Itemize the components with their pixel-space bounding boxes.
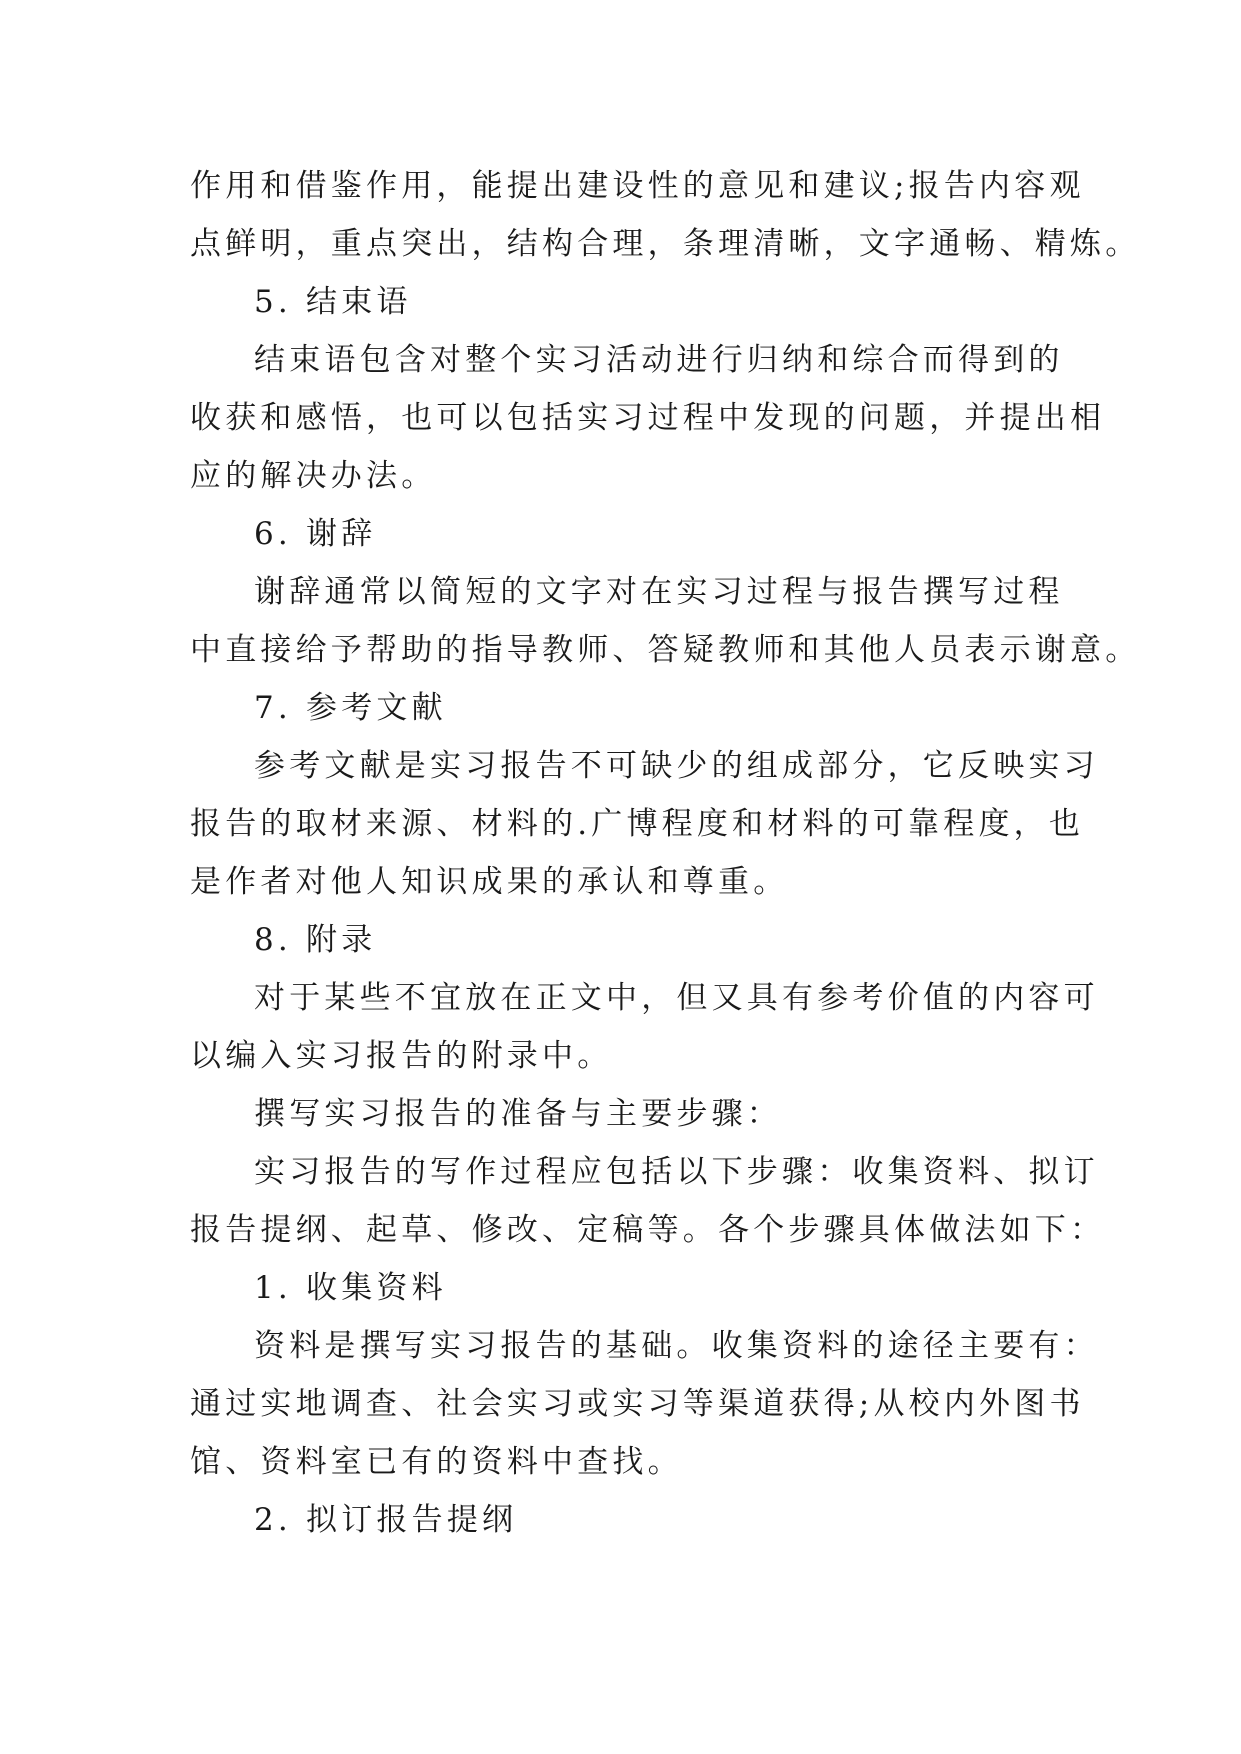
body-text-line: 点鲜明，重点突出，结构合理，条理清晰，文字通畅、精炼。 [190,226,1141,262]
body-text-line: 报告的取材来源、材料的.广博程度和材料的可靠程度，也 [190,806,1085,842]
paragraph-first-line: 实习报告的写作过程应包括以下步骤：收集资料、拟订 [254,1154,1099,1190]
paragraph-first-line: 谢辞通常以简短的文字对在实习过程与报告撰写过程 [254,574,1064,610]
section-heading: 5. 结束语 [254,284,412,320]
paragraph-first-line: 对于某些不宜放在正文中，但又具有参考价值的内容可 [254,980,1099,1016]
paragraph-first-line: 撰写实习报告的准备与主要步骤： [254,1096,782,1132]
body-text-line: 中直接给予帮助的指导教师、答疑教师和其他人员表示谢意。 [190,632,1141,668]
body-text-line: 以编入实习报告的附录中。 [190,1038,613,1074]
section-heading: 1. 收集资料 [254,1270,447,1306]
paragraph-first-line: 资料是撰写实习报告的基础。收集资料的途径主要有： [254,1328,1099,1364]
paragraph-first-line: 结束语包含对整个实习活动进行归纳和综合而得到的 [254,342,1064,378]
body-text-line: 报告提纲、起草、修改、定稿等。各个步骤具体做法如下： [190,1212,1106,1248]
body-text-line: 是作者对他人知识成果的承认和尊重。 [190,864,789,900]
body-text-line: 作用和借鉴作用，能提出建设性的意见和建议;报告内容观 [190,168,1085,204]
body-text-line: 收获和感悟，也可以包括实习过程中发现的问题，并提出相 [190,400,1106,436]
section-heading: 7. 参考文献 [254,690,447,726]
body-text-line: 应的解决办法。 [190,458,437,494]
body-text-line: 通过实地调查、社会实习或实习等渠道获得;从校内外图书 [190,1386,1085,1422]
paragraph-first-line: 参考文献是实习报告不可缺少的组成部分，它反映实习 [254,748,1099,784]
section-heading: 8. 附录 [254,922,377,958]
section-heading: 2. 拟订报告提纲 [254,1502,518,1538]
section-heading: 6. 谢辞 [254,516,377,552]
body-text-line: 馆、资料室已有的资料中查找。 [190,1444,683,1480]
